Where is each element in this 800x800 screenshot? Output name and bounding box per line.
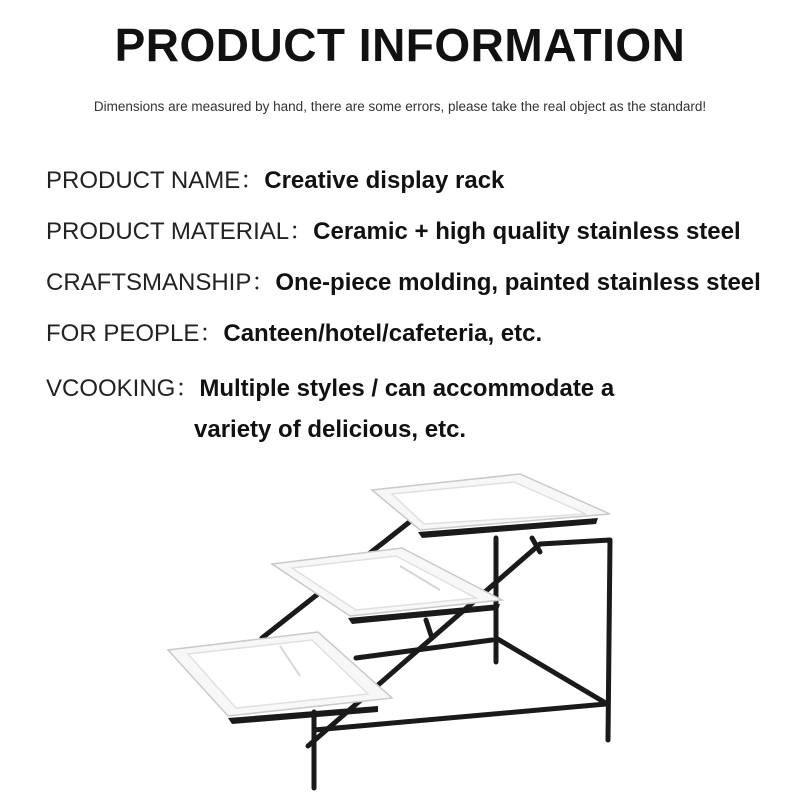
rack-brace-right (496, 638, 604, 702)
spec-value-continuation: variety of delicious, etc. (194, 416, 467, 443)
spec-label: PRODUCT MATERIAL： (46, 218, 314, 245)
spec-row-product-material (46, 217, 741, 247)
spec-row-product-name (46, 166, 504, 196)
spec-row-vcooking (46, 374, 614, 404)
spec-value: Multiple styles / can accommodate a (199, 375, 615, 402)
spec-label: FOR PEOPLE： (46, 320, 224, 347)
spec-value: Ceramic + high quality stainless steel (313, 218, 741, 245)
display-rack-image (0, 440, 800, 800)
measurement-note: Dimensions are measured by hand, there are some errors, please take the real object as the standard! (93, 99, 707, 114)
rack-support-middle (426, 620, 432, 638)
spec-value: Creative display rack (264, 167, 505, 194)
spec-value: Canteen/hotel/cafeteria, etc. (223, 320, 543, 347)
page-title: PRODUCT INFORMATION (114, 19, 686, 71)
spec-value: One-piece molding, painted stainless steel (275, 269, 761, 296)
spec-label: CRAFTSMANSHIP： (46, 269, 276, 296)
spec-row-craftsmanship (46, 268, 761, 298)
spec-label: PRODUCT NAME： (46, 167, 265, 194)
spec-label: VCOOKING： (46, 375, 200, 402)
spec-row-for-people (46, 319, 542, 349)
